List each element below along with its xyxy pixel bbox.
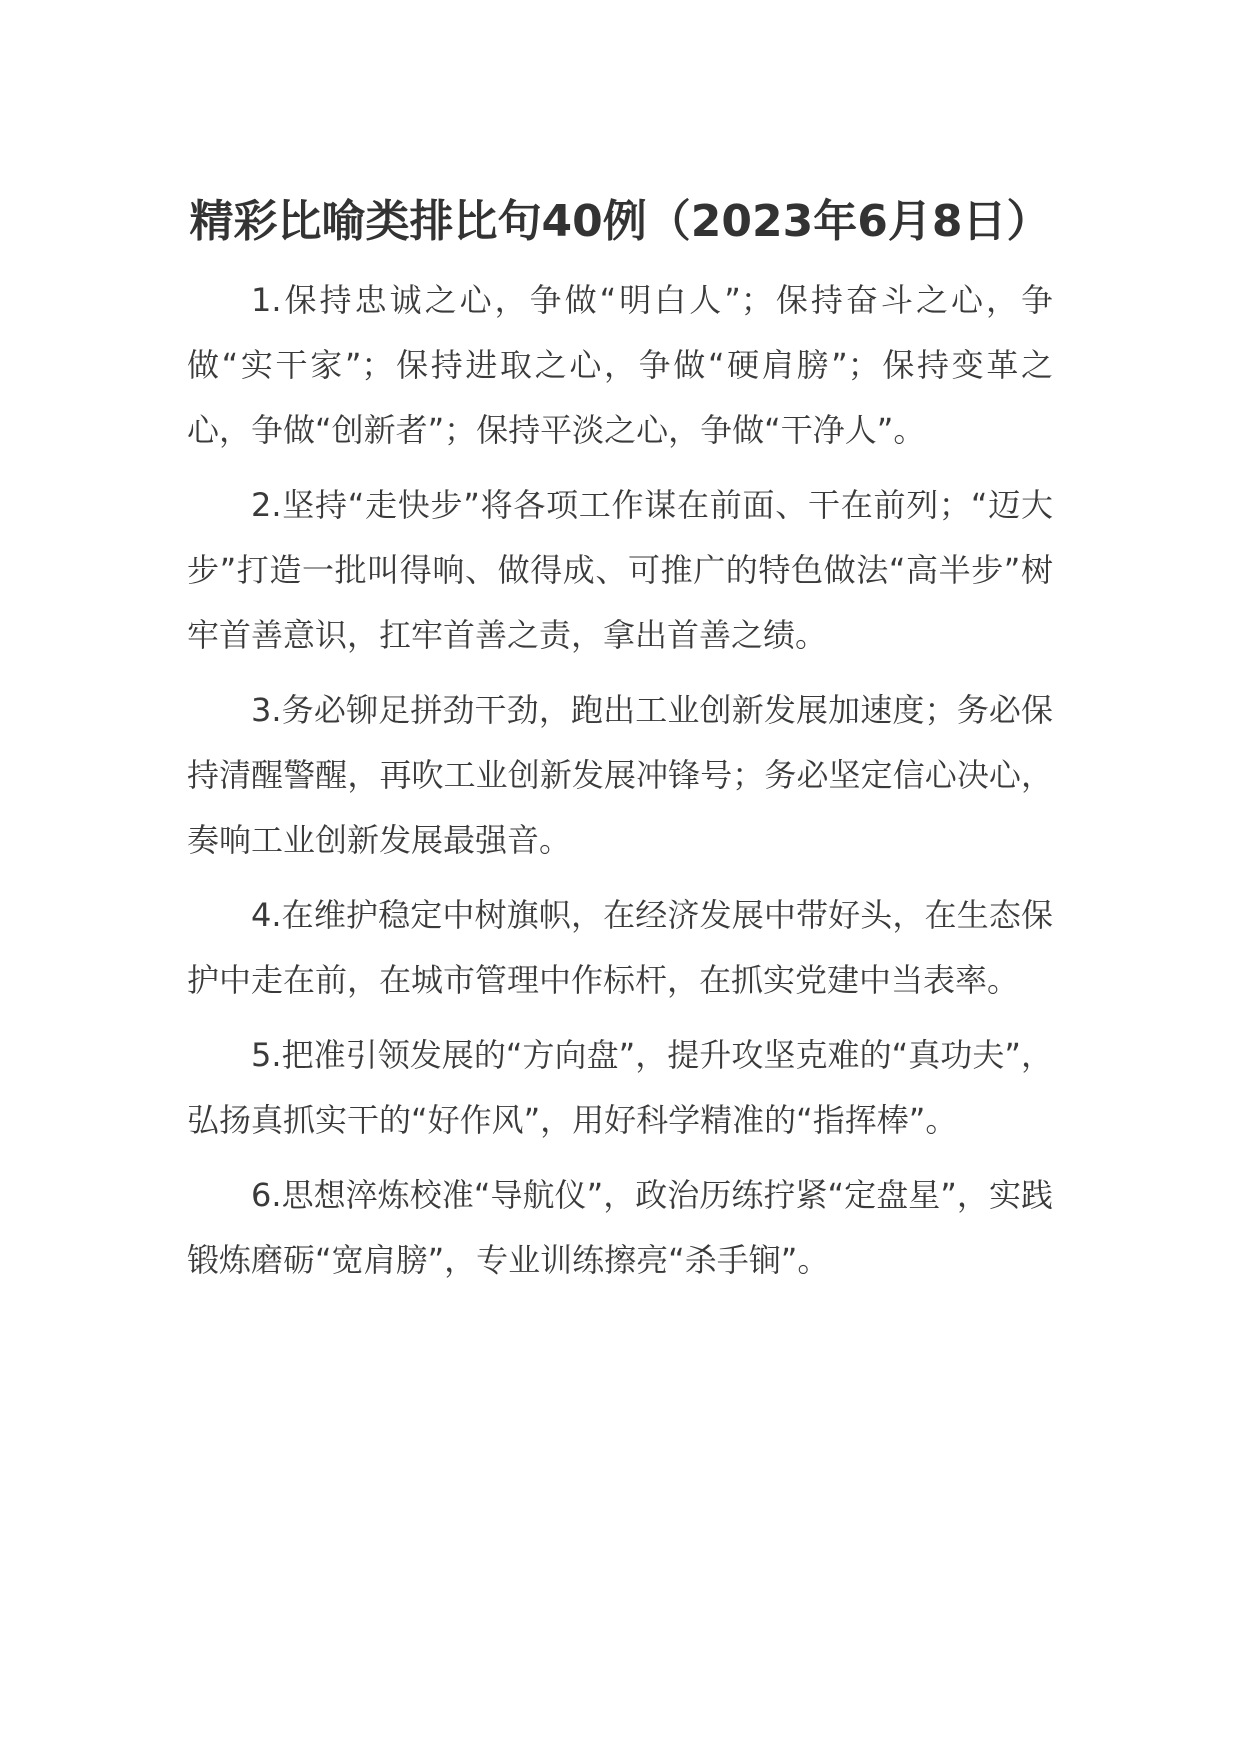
- paragraph-3: 3.务必铆足拼劲干劲，跑出工业创新发展加速度；务必保持清醒警醒，再吹工业创新发展冲锋号；务必坚定信心决心，奏响工业创新发展最强音。: [187, 691, 1053, 859]
- paragraph-2: 2.坚持“走快步”将各项工作谋在前面、干在前列；“迈大步”打造一批叫得响、做得成、可推广的特色做法“高半步”树牢首善意识，扛牢首善之责，拿出首善之绩。: [187, 486, 1053, 654]
- paragraph-6: 6.思想淬炼校准“导航仪”，政治历练拧紧“定盘星”，实践锻炼磨砺“宽肩膀”，专业训练擦亮“杀手锏”。: [187, 1176, 1053, 1279]
- document-title: 精彩比喻类排比句40例（2023年6月8日）: [189, 196, 1051, 247]
- paragraph-5: 5.把准引领发展的“方向盘”，提升攻坚克难的“真功夫”，弘扬真抓实干的“好作风”，用好科学精准的“指挥棒”。: [187, 1036, 1053, 1139]
- paragraph-4: 4.在维护稳定中树旗帜，在经济发展中带好头，在生态保护中走在前，在城市管理中作标杆，在抓实党建中当表率。: [187, 896, 1053, 999]
- paragraph-1: 1.保持忠诚之心，争做“明白人”；保持奋斗之心，争做“实干家”；保持进取之心，争做“硬肩膀”；保持变革之心，争做“创新者”；保持平淡之心，争做“干净人”。: [187, 281, 1053, 449]
- document-page: [187, 190, 1053, 1303]
